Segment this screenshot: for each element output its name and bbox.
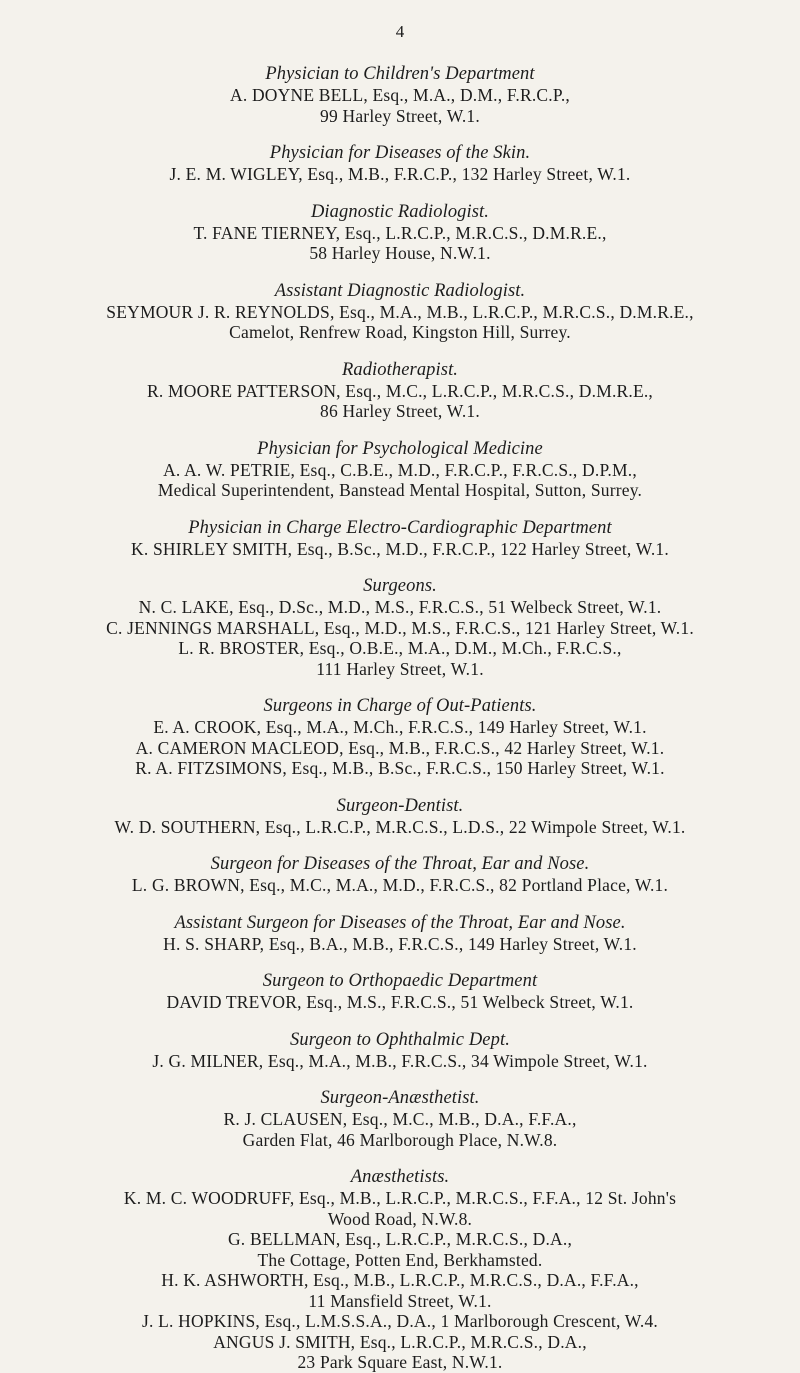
entry-line: 23 Park Square East, N.W.1. — [297, 1352, 503, 1372]
section-title: Surgeons in Charge of Out-Patients. — [263, 696, 537, 716]
staff-section — [20, 796, 780, 838]
entry-line: R. J. CLAUSEN, Esq., M.C., M.B., D.A., F.F.A., — [223, 1109, 577, 1129]
staff-section — [20, 696, 780, 779]
section-entries — [20, 381, 780, 422]
entry-line: K. SHIRLEY SMITH, Esq., B.Sc., M.D., F.R.C.P., 122 Harley Street, W.1. — [131, 538, 669, 559]
section-title: Assistant Diagnostic Radiologist. — [274, 280, 526, 301]
staff-section — [20, 854, 780, 896]
entry-line: C. JENNINGS MARSHALL, Esq., M.D., M.S., F.R.C.S., 121 Harley Street, W.1. — [106, 617, 694, 638]
entry-line: 58 Harley House, N.W.1. — [309, 243, 491, 263]
entry-line: R. A. FITZSIMONS, Esq., M.B., B.Sc., F.R.C.S., 150 Harley Street, W.1. — [135, 758, 665, 778]
entry-line: Wood Road, N.W.8. — [327, 1208, 473, 1229]
entry-line: Camelot, Renfrew Road, Kingston Hill, Surrey. — [229, 322, 571, 342]
section-entries — [20, 85, 780, 126]
section-title: Surgeon to Ophthalmic Dept. — [290, 1029, 510, 1050]
staff-section — [20, 971, 780, 1013]
entry-line: Garden Flat, 46 Marlborough Place, N.W.8. — [242, 1129, 558, 1150]
entry-line: T. FANE TIERNEY, Esq., L.R.C.P., M.R.C.S., D.M.R.E., — [193, 222, 607, 243]
staff-section — [20, 202, 780, 264]
entry-line: J. G. MILNER, Esq., M.A., M.B., F.R.C.S., 34 Wimpole Street, W.1. — [152, 1050, 648, 1071]
section-entries — [20, 223, 780, 264]
staff-section — [20, 439, 780, 501]
staff-section — [20, 1167, 780, 1373]
staff-section — [20, 518, 780, 560]
section-entries — [20, 1051, 780, 1072]
entry-line: DAVID TREVOR, Esq., M.S., F.R.C.S., 51 Welbeck Street, W.1. — [166, 992, 634, 1012]
section-title: Surgeon for Diseases of the Throat, Ear and Nose. — [210, 854, 590, 874]
entry-line: H. K. ASHWORTH, Esq., M.B., L.R.C.P., M.R.C.S., D.A., F.F.A., — [161, 1270, 639, 1290]
section-title: Physician in Charge Electro-Cardiographic Department — [188, 517, 612, 538]
entry-line: K. M. C. WOODRUFF, Esq., M.B., L.R.C.P., M.R.C.S., F.F.A., 12 St. John's — [123, 1188, 677, 1208]
entry-line: J. E. M. WIGLEY, Esq., M.B., F.R.C.P., 132 Harley Street, W.1. — [169, 164, 631, 184]
page-number: 4 — [395, 22, 405, 41]
staff-list — [20, 64, 780, 1373]
section-entries — [20, 1109, 780, 1150]
entry-line: W. D. SOUTHERN, Esq., L.R.C.P., M.R.C.S., L.D.S., 22 Wimpole Street, W.1. — [114, 816, 686, 837]
section-title: Surgeons. — [363, 576, 437, 596]
entry-line: H. S. SHARP, Esq., B.A., M.B., F.R.C.S., 149 Harley Street, W.1. — [163, 933, 637, 954]
entry-line: 86 Harley Street, W.1. — [320, 401, 480, 421]
section-entries — [20, 817, 780, 838]
section-title: Surgeon-Anæsthetist. — [320, 1088, 480, 1108]
entry-line: SEYMOUR J. R. REYNOLDS, Esq., M.A., M.B., L.R.C.P., M.R.C.S., D.M.R.E., — [106, 301, 694, 322]
entry-line: 11 Mansfield Street, W.1. — [308, 1290, 492, 1311]
staff-section — [20, 576, 780, 679]
section-title: Radiotherapist. — [341, 359, 459, 380]
section-title: Physician to Children's Department — [265, 64, 535, 84]
section-entries — [20, 717, 780, 779]
staff-section — [20, 281, 780, 343]
section-entries — [20, 460, 780, 501]
staff-section — [20, 1088, 780, 1150]
section-entries — [20, 539, 780, 560]
entry-line: Medical Superintendent, Banstead Mental Hospital, Sutton, Surrey. — [157, 480, 643, 500]
entry-line: E. A. CROOK, Esq., M.A., M.Ch., F.R.C.S., 149 Harley Street, W.1. — [153, 717, 647, 737]
section-title: Surgeon-Dentist. — [336, 795, 464, 816]
entry-line: ANGUS J. SMITH, Esq., L.R.C.P., M.R.C.S., D.A., — [213, 1331, 587, 1352]
staff-section — [20, 143, 780, 185]
entry-line: The Cottage, Potten End, Berkhamsted. — [257, 1249, 543, 1270]
section-entries — [20, 1188, 780, 1373]
entry-line: A. DOYNE BELL, Esq., M.A., D.M., F.R.C.P., — [229, 85, 570, 105]
entry-line: A. A. W. PETRIE, Esq., C.B.E., M.D., F.R.C.P., F.R.C.S., D.P.M., — [163, 459, 637, 480]
entry-line: A. CAMERON MACLEOD, Esq., M.B., F.R.C.S., 42 Harley Street, W.1. — [135, 737, 665, 758]
section-title: Diagnostic Radiologist. — [310, 201, 490, 222]
section-entries — [20, 302, 780, 343]
entry-line: G. BELLMAN, Esq., L.R.C.P., M.R.C.S., D.A., — [227, 1229, 573, 1249]
section-title: Surgeon to Orthopaedic Department — [262, 971, 538, 991]
staff-section — [20, 1030, 780, 1072]
staff-section — [20, 64, 780, 126]
entry-line: J. L. HOPKINS, Esq., L.M.S.S.A., D.A., 1 Marlborough Crescent, W.4. — [141, 1311, 659, 1331]
section-title: Physician for Diseases of the Skin. — [269, 143, 531, 163]
section-entries — [20, 597, 780, 679]
section-entries — [20, 992, 780, 1013]
staff-section — [20, 913, 780, 955]
entry-line: L. G. BROWN, Esq., M.C., M.A., M.D., F.R.C.S., 82 Portland Place, W.1. — [131, 875, 669, 895]
section-entries — [20, 875, 780, 896]
entry-line: 99 Harley Street, W.1. — [320, 105, 480, 126]
section-title: Anæsthetists. — [350, 1167, 450, 1187]
entry-line: 111 Harley Street, W.1. — [316, 658, 484, 679]
section-entries — [20, 934, 780, 955]
entry-line: R. MOORE PATTERSON, Esq., M.C., L.R.C.P., M.R.C.S., D.M.R.E., — [146, 380, 654, 401]
section-title: Physician for Psychological Medicine — [257, 438, 543, 459]
entry-line: L. R. BROSTER, Esq., O.B.E., M.A., D.M., M.Ch., F.R.C.S., — [178, 638, 622, 658]
staff-section — [20, 360, 780, 422]
section-entries — [20, 164, 780, 185]
entry-line: N. C. LAKE, Esq., D.Sc., M.D., M.S., F.R.C.S., 51 Welbeck Street, W.1. — [138, 597, 662, 617]
section-title: Assistant Surgeon for Diseases of the Throat, Ear and Nose. — [174, 912, 626, 933]
